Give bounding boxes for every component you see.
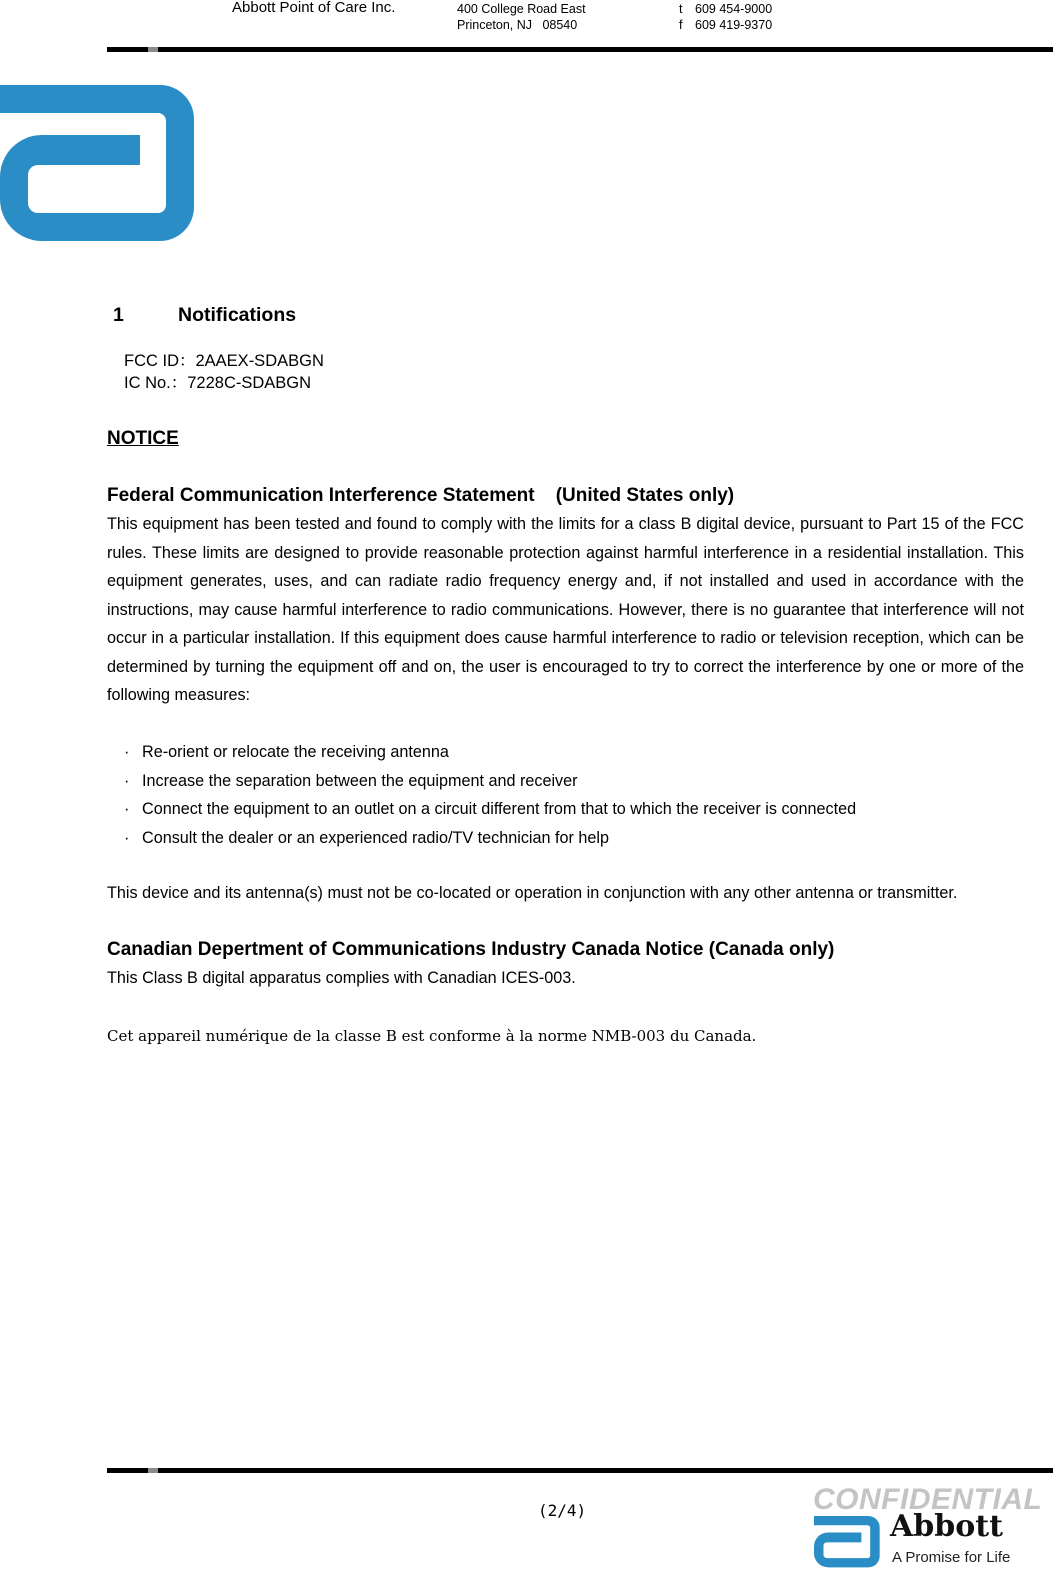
- notice-heading: NOTICE: [107, 428, 179, 449]
- bullet: ·: [124, 771, 130, 790]
- footer-rule-marker: [148, 1468, 158, 1473]
- header-rule-marker: [148, 47, 158, 52]
- list-item: [124, 767, 856, 796]
- list-item: [124, 795, 856, 824]
- list-item: [124, 738, 856, 767]
- address-line-2: Princeton, NJ 08540: [457, 18, 578, 32]
- fcc-id: FCC ID：2AAEX-SDABGN: [124, 352, 324, 370]
- bullet: ·: [124, 743, 130, 761]
- section-number: 1: [113, 304, 124, 326]
- company-name: Abbott Point of Care Inc.: [232, 0, 396, 16]
- abbott-small-logo-mark: [814, 1516, 880, 1567]
- list-item: [124, 824, 856, 853]
- brand-tagline: A Promise for Life: [892, 1549, 1011, 1566]
- abbott-logo-icon: [0, 85, 195, 243]
- canada-notice-text: This Class B digital apparatus complies with Canadian ICES-003.: [107, 969, 576, 987]
- abbott-logo-mark: [0, 85, 194, 241]
- measure-text: Consult the dealer or an experienced radio/TV technician for help: [142, 828, 610, 847]
- ic-number: IC No.：7228C-SDABGN: [124, 374, 312, 392]
- colocation-statement: This device and its antenna(s) must not be co-located or operation in conjunction with any other antenna or transmitter.: [107, 884, 958, 902]
- section-title: Notifications: [178, 304, 297, 326]
- fax-label: f: [679, 18, 683, 32]
- company-address: [457, 1, 586, 33]
- company-contact: [679, 1, 772, 33]
- address-line-1: 400 College Road East: [457, 2, 586, 16]
- phone-label: t: [679, 2, 683, 16]
- footer-rule: [107, 1468, 1053, 1473]
- measure-text: Connect the equipment to an outlet on a circuit different from that to which the receiver is connected: [142, 800, 857, 818]
- measures-list: [124, 738, 856, 852]
- brand-name: Abbott: [890, 1509, 1003, 1544]
- fcc-statement-title: Federal Communication Interference Statement (United States only): [107, 485, 735, 506]
- measure-text: Re-orient or relocate the receiving antenna: [142, 743, 449, 761]
- abbott-small-logo-icon: [814, 1516, 880, 1568]
- phone-number: 609 454-9000: [695, 2, 773, 16]
- confidential-stamp: CONFIDENTIAL: [813, 1483, 1043, 1516]
- bullet: ·: [124, 800, 130, 818]
- section-heading: [113, 303, 296, 327]
- page-number: (2/4): [538, 1501, 587, 1520]
- header-rule: [107, 47, 1053, 52]
- measure-text: Increase the separation between the equipment and receiver: [142, 771, 578, 790]
- device-ids: [124, 350, 324, 394]
- fax-line: [679, 17, 772, 33]
- canada-notice-french: Cet appareil numérique de la classe B est conforme à la norme NMB-003 du Canada.: [107, 1027, 757, 1045]
- bullet: ·: [124, 828, 130, 847]
- canada-notice-title: Canadian Depertment of Communications Industry Canada Notice (Canada only): [107, 939, 835, 960]
- fcc-statement-paragraph: This equipment has been tested and found to comply with the limits for a class B digital device, pursuant to Part 15 of the FCC rules. These limits are designed to provide reasonable protection against harmful interference in a residential installation. This equipment generates, uses, and can radiate radio frequency energy and, if not installed and used in accordance with the instructions, may cause harmful interference to radio communications. However, there is no guarantee that interference will not occur in a particular installation. If this equipment does cause harmful interference to radio or television reception, which can be determined by turning the equipment off and on, the user is encouraged to try to correct the interference by one or more of the following measures:: [107, 515, 1024, 704]
- phone-line: [679, 1, 772, 17]
- fax-number: 609 419-9370: [695, 18, 773, 32]
